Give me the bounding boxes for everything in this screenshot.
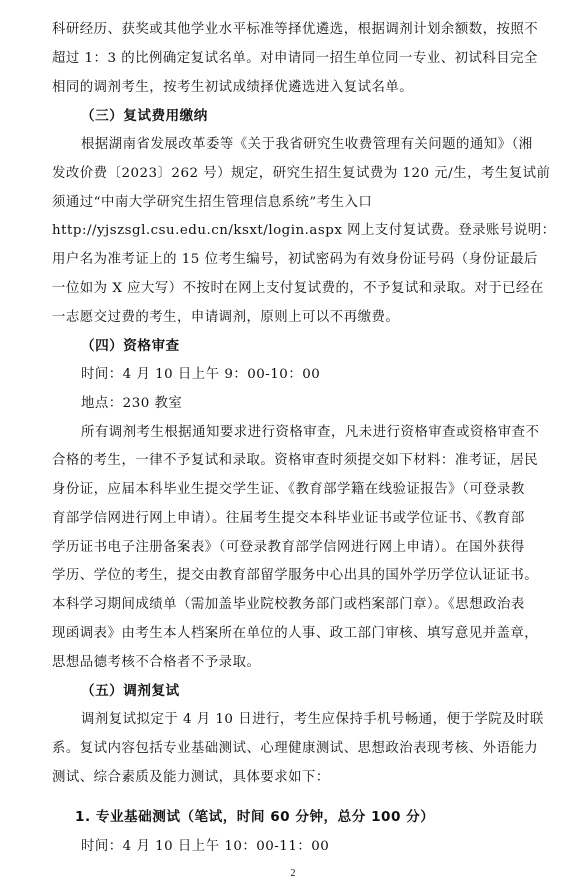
section-heading-adjustment-retest: （五）调剂复试	[81, 683, 180, 700]
paragraph-line: 本科学习期间成绩单（需加盖毕业院校教务部门或档案部门章）。《思想政治表	[52, 597, 525, 612]
paragraph-line: 现函调表》由考生本人档案所在单位的人事、政工部门审核、填写意见并盖章，	[52, 625, 539, 641]
paragraph-line: 一位如为 X 应大写）不按时在网上支付复试费的，不予复试和录取。对于已经在	[52, 280, 544, 296]
section-heading-fee-payment: （三）复试费用缴纳	[81, 108, 208, 125]
paragraph-line: 相同的调剂考生，按考生初试成绩择优遴选进入复试名单。	[52, 79, 414, 95]
page-number: 2	[290, 868, 296, 879]
paragraph-line: 身份证，应届本科毕业生提交学生证、《教育部学籍在线验证报告》（可登录教	[52, 482, 525, 497]
paragraph-line: 学历、学位的考生，提交由教育部留学服务中心出具的国外学历学位认证证书。	[52, 568, 539, 584]
paragraph-line: 超过 1：3 的比例确定复试名单。对申请同一招生单位同一专业、初试科目完全	[52, 50, 538, 66]
review-location: 地点：230 教室	[81, 395, 183, 411]
review-time: 时间：4 月 10 日上午 9：00-10：00	[81, 367, 321, 382]
paragraph-line-url: http://yjszsgl.csu.edu.cn/ksxt/login.aspx 网上支付复试费。登录账号说明：	[52, 223, 556, 239]
paragraph-line: 须通过“中南大学研究生招生管理信息系统”考生入口	[52, 194, 373, 210]
test-time: 时间：4 月 10 日上午 10：00-11：00	[81, 839, 330, 854]
paragraph-line: 发改价费〔2023〕262 号）规定，研究生招生复试费为 120 元/生，考生复试前	[52, 165, 551, 181]
subsection-heading-professional-test: 1. 专业基础测试（笔试，时间 60 分钟，总分 100 分）	[75, 809, 435, 825]
paragraph-line: 思想品德考核不合格者不予录取。	[52, 654, 261, 670]
section-heading-qualification-review: （四）资格审查	[81, 338, 180, 355]
paragraph-line: 一志愿交过费的考生，申请调剂，原则上可以不再缴费。	[52, 309, 400, 325]
paragraph-line: 所有调剂考生根据通知要求进行资格审查，凡未进行资格审查或资格审查不	[81, 424, 540, 440]
paragraph-line: 育部学信网进行网上申请）。往届考生提交本科毕业证书或学位证书、《教育部	[52, 510, 525, 526]
paragraph-line: 科研经历、获奖或其他学业水平标准等择优遴选，根据调剂计划余额数，按照不	[52, 22, 539, 37]
paragraph-line: 系。复试内容包括专业基础测试、心理健康测试、思想政治表现考核、外语能力	[52, 740, 539, 756]
paragraph-line: 学历证书电子注册备案表》（可登录教育部学信网进行网上申请）。在国外获得	[52, 539, 525, 555]
paragraph-line: 用户名为准考证上的 15 位考生编号，初试密码为有效身份证号码（身份证最后	[52, 252, 538, 267]
paragraph-line: 测试、综合素质及能力测试，具体要求如下：	[52, 769, 330, 785]
paragraph-line: 调剂复试拟定于 4 月 10 日进行，考生应保持手机号畅通，便于学院及时联	[81, 712, 544, 727]
paragraph-line: 合格的考生，一律不予复试和录取。资格审查时须提交如下材料：准考证，居民	[52, 453, 539, 469]
paragraph-line: 根据湖南省发展改革委等《关于我省研究生收费管理有关问题的通知》（湘	[81, 137, 533, 152]
